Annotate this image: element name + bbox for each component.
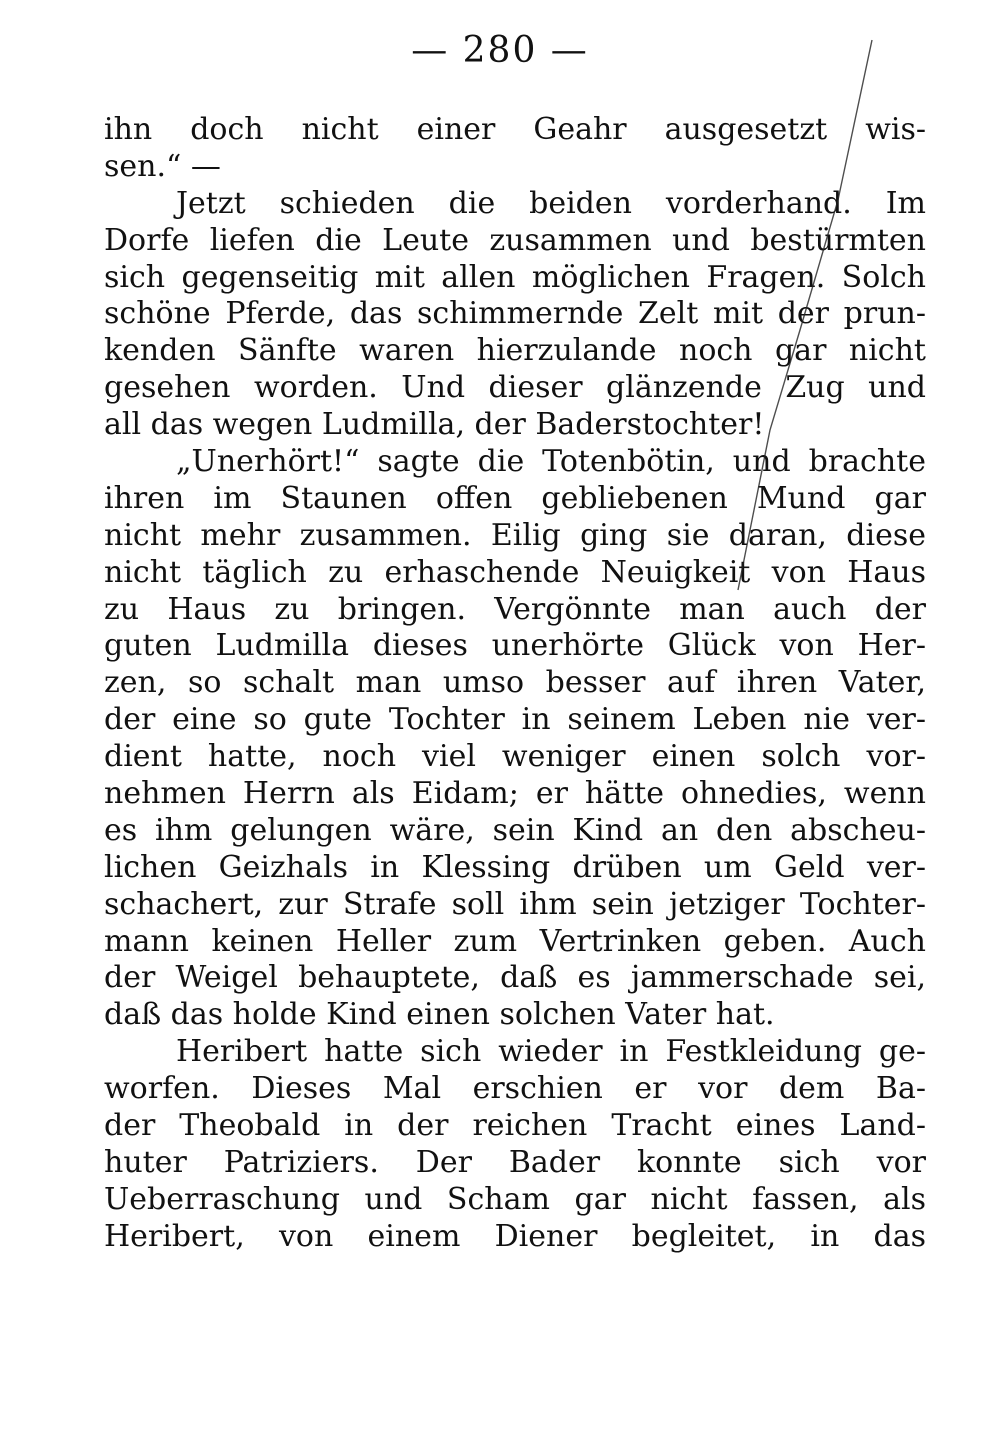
text-line: sich gegenseitig mit allen möglichen Fragen. Solch [104,259,926,295]
text-line: worfen. Dieses Mal erschien er vor dem Ba- [104,1071,926,1107]
text-line: nehmen Herrn als Eidam; er hätte ohnedies, wenn [104,776,926,812]
text-line: zu Haus zu bringen. Vergönnte man auch der [104,591,926,627]
text-line: zen, so schalt man umso besser auf ihren Vater, [104,665,926,701]
text-line: huter Patriziers. Der Bader konnte sich vor [104,1144,926,1180]
text-line: es ihm gelungen wäre, sein Kind an den abscheu- [104,812,926,848]
page-body-text [104,112,926,1256]
text-line: Ueberraschung und Scham gar nicht fassen, als [104,1181,926,1217]
text-line: ihn doch nicht einer Geahr ausgesetzt wis- [104,112,926,147]
text-line: nicht mehr zusammen. Eilig ging sie daran, diese [104,517,926,553]
page-number: — 280 — [411,30,589,71]
text-line: Jetzt schieden die beiden vorderhand. Im [176,185,926,221]
text-line: Heribert hatte sich wieder in Festkleidung ge- [176,1034,926,1070]
text-line: Heribert, von einem Diener begleitet, in das [104,1218,926,1254]
text-line: daß das holde Kind einen solchen Vater hat. [104,997,775,1033]
text-line: sen.“ — [104,148,221,184]
text-line: kenden Sänfte waren hierzulande noch gar nicht [104,333,926,369]
text-line: schachert, zur Strafe soll ihm sein jetziger Tochter- [104,886,926,922]
text-line: der eine so gute Tochter in seinem Leben nie ver- [104,702,926,738]
text-line: guten Ludmilla dieses unerhörte Glück von Her- [104,628,926,664]
text-line: nicht täglich zu erhaschende Neuigkeit von Haus [104,554,926,590]
text-line: gesehen worden. Und dieser glänzende Zug und [104,370,926,406]
text-line: all das wegen Ludmilla, der Baderstochter! [104,407,765,443]
text-line: schöne Pferde, das schimmernde Zelt mit der prun- [104,296,926,332]
text-line: mann keinen Heller zum Vertrinken geben. Auch [104,923,926,959]
text-line: der Weigel behauptete, daß es jammerschade sei, [104,960,926,996]
text-line: dient hatte, noch viel weniger einen solch vor- [104,739,926,775]
text-line: der Theobald in der reichen Tracht eines Land- [104,1108,926,1144]
text-line: „Unerhört!“ sagte die Totenbötin, und brachte [176,444,926,480]
text-line: lichen Geizhals in Klessing drüben um Geld ver- [104,849,926,885]
text-line: ihren im Staunen offen gebliebenen Mund gar [104,480,926,516]
text-line: Dorfe liefen die Leute zusammen und bestürmten [104,222,926,258]
